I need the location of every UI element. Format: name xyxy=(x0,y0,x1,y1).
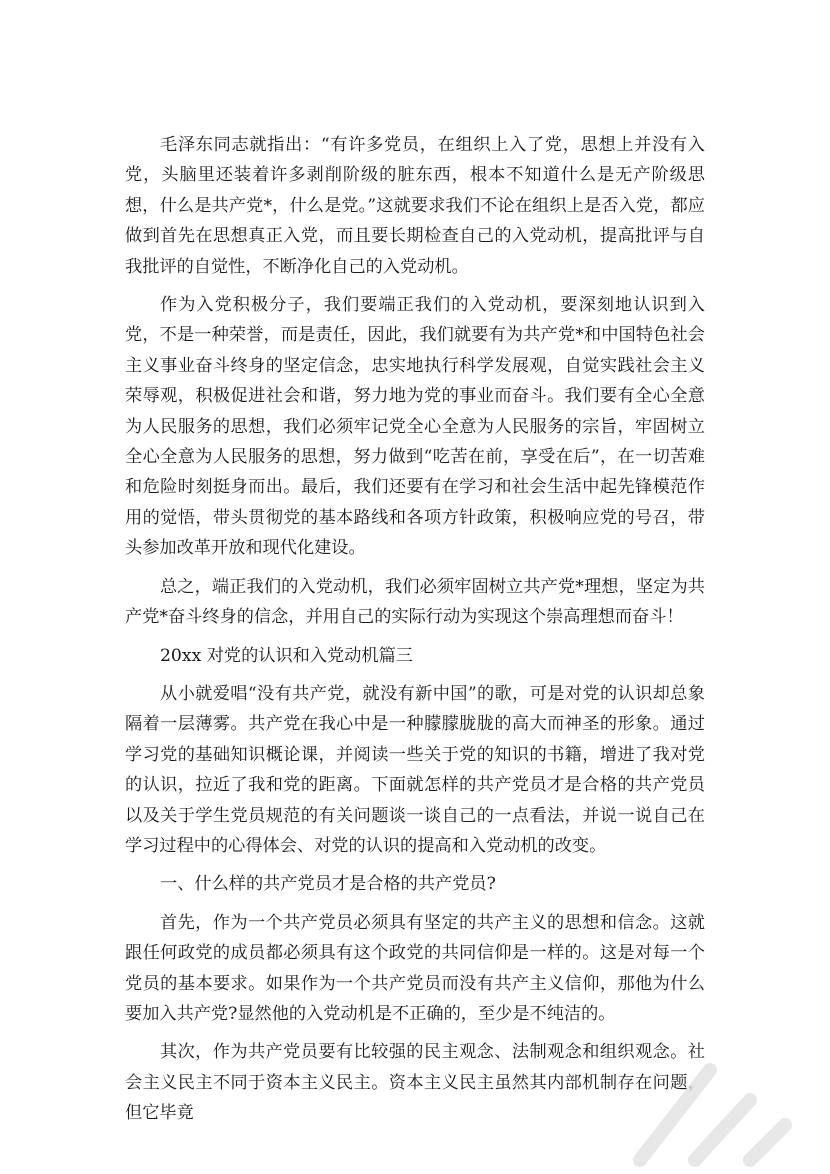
paragraph-conclusion: 总之，端正我们的入党动机，我们必须牢固树立共产党*理想，坚定为共产党*奋斗终身的信念，并用自己的实际行动为实现这个崇高理想而奋斗！ xyxy=(125,576,705,628)
paragraph-first-requirement: 首先，作为一个共产党员必须具有坚定的共产主义的思想和信念。这就跟任何政党的成员都必须具有这个政党的共同信仰是一样的。这是对每一个党员的基本要求。如果作为一个共产党员而没有共产主义信仰，那他为什么要加入共产党?显然他的入党动机是不正确的，至少是不纯洁的。 xyxy=(125,912,705,1024)
paragraph-activist-motivation: 作为入党积极分子，我们要端正我们的入党动机，要深刻地认识到入党，不是一种荣誉，而是责任，因此，我们就要有为共产党*和中国特色社会主义事业奋斗终身的坚定信念，忠实地执行科学发展观，自觉实践社会主义荣辱观，积极促进社会和谐，努力地为党的事业而奋斗。我们要有全心全意为人民服务的思想，我们必须牢记党全心全意为人民服务的宗旨，牢固树立全心全意为人民服务的思想，努力做到“吃苦在前，享受在后”，在一切苦难和危险时刻挺身而出。最后，我们还要有在学习和社会生活中起先锋模范作用的觉悟，带头贯彻党的基本路线和各项方针政策，积极响应党的号召，带头参加改革开放和现代化建设。 xyxy=(125,295,705,559)
document-body xyxy=(125,130,705,1137)
paragraph-childhood-song: 从小就爱唱“没有共产党，就没有新中国”的歌，可是对党的认识却总象隔着一层薄雾。共产党在我心中是一种朦朦胧胧的高大而神圣的形象。通过学习党的基础知识概论课，并阅读一些关于党的知识的书籍，增进了我对党的认识，拉近了我和党的距离。下面就怎样的共产党员才是合格的共产党员以及关于学生党员规范的有关问题谈一谈自己的一点看法，并说一说自己在学习过程中的心得体会、对党的认识的提高和入党动机的改变。 xyxy=(125,683,705,856)
paragraph-mao-quote: 毛泽东同志就指出：“有许多党员，在组织上入了党，思想上并没有入党，头脑里还装着许多剥削阶级的脏东西，根本不知道什么是无产阶级思想，什么是共产党*，什么是党。”这就要求我们不论在组织上是否入党，都应做到首先在思想真正入党，而且要长期检查自己的入党动机，提高批评与自我批评的自觉性，不断净化自己的入党动机。 xyxy=(125,135,705,277)
section-heading: 20xx 对党的认识和入党动机篇三 xyxy=(160,645,413,666)
paragraph-second-requirement: 其次，作为共产党员要有比较强的民主观念、法制观念和组织观念。社会主义民主不同于资本主义民主。资本主义民主虽然其内部机制存在问题，但它毕竟 xyxy=(125,1042,705,1124)
subsection-heading: 一、什么样的共产党员才是合格的共产党员? xyxy=(160,874,496,895)
